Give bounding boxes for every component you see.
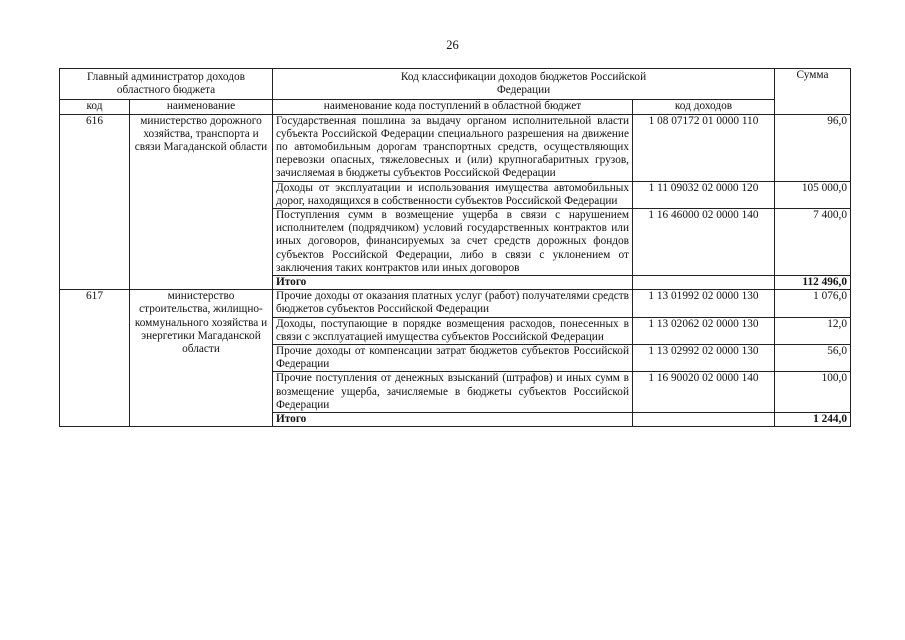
income-description: Государственная пошлина за выдачу органом исполнительной власти субъекта Российской Федерации специального разрешения на движение по автомобильным дорогам транспортных средств, осуществляющих перевозки опасных, тяжеловесных и (или) крупногабаритных грузов, зачисляемая в бюджеты субъектов Российской Федерации	[273, 114, 633, 181]
header-name: наименование	[130, 100, 273, 114]
header-income-code: код доходов	[633, 100, 775, 114]
header-code: код	[60, 100, 130, 114]
income-code: 1 16 90020 02 0000 140	[633, 372, 775, 413]
table-row	[60, 114, 851, 181]
page-number: 26	[446, 38, 459, 52]
header-sum: Сумма	[775, 69, 851, 115]
admin-code: 617	[60, 290, 130, 427]
total-label: Итого	[273, 276, 633, 290]
income-description: Доходы от эксплуатации и использования имущества автомобильных дорог, находящихся в собственности субъектов Российской Федерации	[273, 181, 633, 208]
income-code: 1 16 46000 02 0000 140	[633, 209, 775, 276]
income-code: 1 11 09032 02 0000 120	[633, 181, 775, 208]
total-empty-cell	[633, 413, 775, 427]
header-row-2	[60, 100, 851, 114]
income-code: 1 08 07172 01 0000 110	[633, 114, 775, 181]
header-main-admin: Главный администратор доходов областного бюджета	[60, 69, 273, 100]
income-code: 1 13 02062 02 0000 130	[633, 317, 775, 344]
income-table	[59, 68, 851, 427]
income-description: Доходы, поступающие в порядке возмещения расходов, понесенных в связи с эксплуатацией имущества субъектов Российской Федерации	[273, 317, 633, 344]
admin-name: министерство строительства, жилищно-коммунального хозяйства и энергетики Магаданской области	[130, 290, 273, 427]
admin-code: 616	[60, 114, 130, 290]
income-description: Поступления сумм в возмещение ущерба в связи с нарушением исполнителем (подрядчиком) условий государственных контрактов или иных договоров, финансируемых за счет средств дорожных фондов субъектов Российской Федерации, либо в связи с уклонением от заключения таких контрактов или иных договоров	[273, 209, 633, 276]
income-description: Прочие доходы от компенсации затрат бюджетов субъектов Российской Федерации	[273, 345, 633, 372]
total-amount: 112 496,0	[775, 276, 851, 290]
income-amount: 96,0	[775, 114, 851, 181]
income-amount: 105 000,0	[775, 181, 851, 208]
total-label: Итого	[273, 413, 633, 427]
total-empty-cell	[633, 276, 775, 290]
header-income-name: наименование кода поступлений в областной бюджет	[273, 100, 633, 114]
income-amount: 1 076,0	[775, 290, 851, 317]
income-amount: 56,0	[775, 345, 851, 372]
income-code: 1 13 01992 02 0000 130	[633, 290, 775, 317]
total-amount: 1 244,0	[775, 413, 851, 427]
income-amount: 7 400,0	[775, 209, 851, 276]
admin-name: министерство дорожного хозяйства, транспорта и связи Магаданской области	[130, 114, 273, 290]
header-row-1	[60, 69, 851, 100]
income-description: Прочие доходы от оказания платных услуг (работ) получателями средств бюджетов субъектов Российской Федерации	[273, 290, 633, 317]
header-classification: Код классификации доходов бюджетов Российской Федерации	[273, 69, 775, 100]
income-description: Прочие поступления от денежных взысканий (штрафов) и иных сумм в возмещение ущерба, зачисляемые в бюджеты субъектов Российской Федерации	[273, 372, 633, 413]
income-code: 1 13 02992 02 0000 130	[633, 345, 775, 372]
income-amount: 100,0	[775, 372, 851, 413]
income-amount: 12,0	[775, 317, 851, 344]
table-row	[60, 290, 851, 317]
